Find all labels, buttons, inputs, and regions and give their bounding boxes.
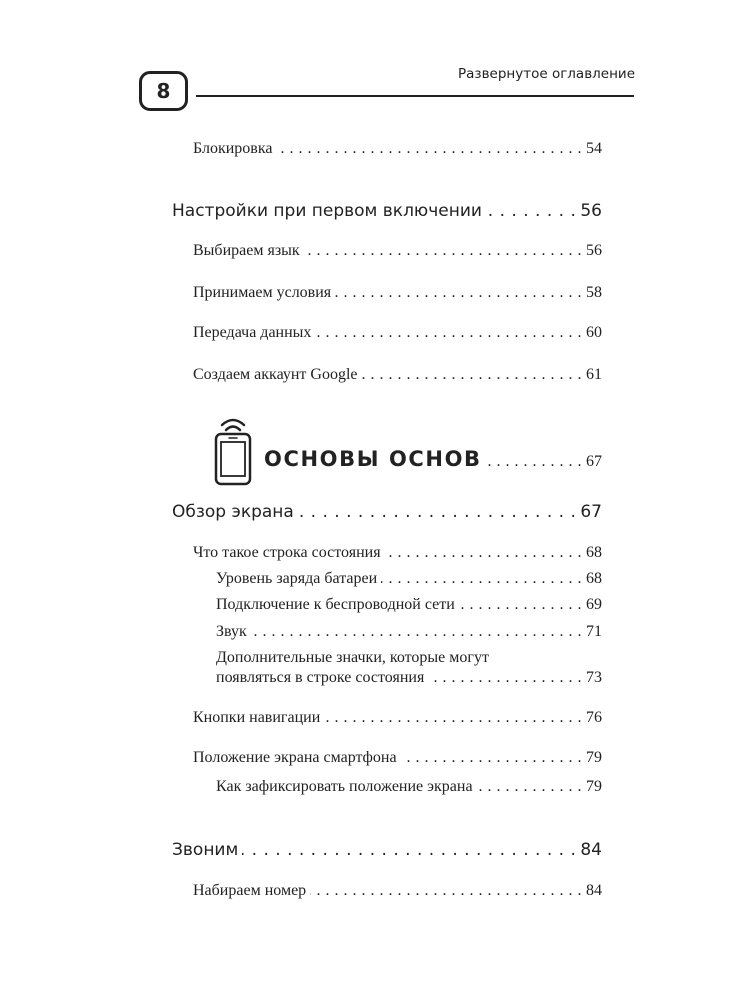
toc-entry-lock[interactable] (193, 140, 602, 158)
toc-entry-title: Блокировка (193, 140, 273, 157)
toc-entry-page: 56 (586, 242, 602, 259)
toc-leader-dots (298, 505, 577, 522)
toc-entry-page: 79 (586, 778, 602, 795)
toc-leader-dots (335, 286, 582, 302)
toc-entry-title: Настройки при первом включении (172, 201, 482, 221)
header-rule (196, 95, 634, 97)
toc-entry-page: 84 (580, 840, 602, 860)
toc-entry-title: Кнопки навигации (193, 709, 321, 726)
toc-entry-page: 67 (586, 453, 602, 470)
toc-entry-lock-orientation[interactable] (216, 778, 602, 796)
toc-entry-dialing[interactable] (193, 882, 602, 900)
toc-entry-nav-buttons[interactable] (193, 709, 602, 727)
toc-entry-page: 68 (586, 544, 602, 561)
toc-leader-dots (310, 884, 582, 900)
toc-entry-page: 71 (586, 623, 602, 640)
toc-entry-page: 61 (586, 366, 602, 383)
toc-leader-dots (385, 546, 582, 562)
toc-entry-title: Создаем аккаунт Google (193, 366, 358, 383)
toc-entry-data-transfer[interactable] (193, 324, 602, 342)
toc-entry-page: 84 (586, 882, 602, 899)
toc-entry-status-bar[interactable] (193, 544, 602, 562)
toc-entry-page: 73 (586, 669, 602, 686)
toc-leader-dots (477, 780, 582, 796)
toc-entry-title: Как зафиксировать положение экрана (216, 778, 473, 795)
toc-entry-page: 79 (586, 749, 602, 766)
toc-entry-title: Уровень заряда батареи (216, 570, 378, 587)
toc-leader-dots (324, 711, 582, 727)
toc-entry-screen-overview[interactable] (172, 502, 602, 522)
toc-leader-dots (315, 326, 582, 342)
toc-leader-dots (251, 625, 582, 641)
toc-entry-title: Звук (216, 623, 247, 640)
toc-entry-title: Обзор экрана (172, 502, 294, 522)
toc-entry-language[interactable] (193, 242, 602, 260)
toc-leader-dots (428, 671, 582, 687)
toc-leader-dots (276, 142, 582, 158)
toc-leader-dots (486, 455, 582, 471)
toc-entry-title: Что такое строка состояния (193, 544, 381, 561)
toc-entry-google-account[interactable] (193, 366, 602, 384)
toc-entry-wifi[interactable] (216, 596, 602, 614)
toc-leader-dots (486, 204, 576, 221)
toc-entry-screen-orientation[interactable] (193, 749, 602, 767)
toc-entry-page: 76 (586, 709, 602, 726)
toc-leader-dots (362, 368, 582, 384)
toc-entry-title-line1: Дополнительные значки, которые могут (216, 649, 489, 666)
toc-entry-title-line2: появляться в строке состояния (216, 669, 425, 686)
toc-entry-title: Подключение к беспроводной сети (216, 596, 455, 613)
toc-leader-dots (459, 598, 582, 614)
toc-entry-page: 54 (586, 140, 602, 157)
toc-entry-extra-icons[interactable] (216, 649, 602, 687)
page-number: 8 (139, 71, 188, 111)
toc-entry-calling[interactable] (172, 840, 602, 860)
toc-entry-page: 69 (586, 596, 602, 613)
toc-entry-page: 67 (580, 502, 602, 522)
toc-part-basics[interactable] (264, 447, 602, 471)
toc-entry-title: Набираем номер (193, 882, 307, 899)
toc-entry-page: 58 (586, 284, 602, 301)
toc-entry-battery[interactable] (216, 570, 602, 588)
toc-leader-dots (401, 751, 582, 767)
toc-entry-title: Положение экрана смартфона (193, 749, 397, 766)
toc-entry-title: Передача данных (193, 324, 312, 341)
toc-entry-page: 68 (586, 570, 602, 587)
toc-entry-page: 60 (586, 324, 602, 341)
smartphone-signal-icon (212, 410, 254, 486)
toc-entry-page: 56 (580, 201, 602, 221)
toc-part-title: ОСНОВЫ ОСНОВ (264, 447, 482, 471)
toc-entry-first-setup[interactable] (172, 201, 602, 221)
toc-leader-dots (381, 572, 582, 588)
toc-entry-title: Звоним (172, 840, 239, 860)
toc-leader-dots (242, 843, 576, 860)
toc-leader-dots (304, 244, 582, 260)
toc-entry-title: Принимаем условия (193, 284, 332, 301)
toc-entry-sound[interactable] (216, 623, 602, 641)
toc-entry-terms[interactable] (193, 284, 602, 302)
running-title: Развернутое оглавление (457, 66, 635, 82)
toc-entry-title: Выбираем язык (193, 242, 300, 259)
